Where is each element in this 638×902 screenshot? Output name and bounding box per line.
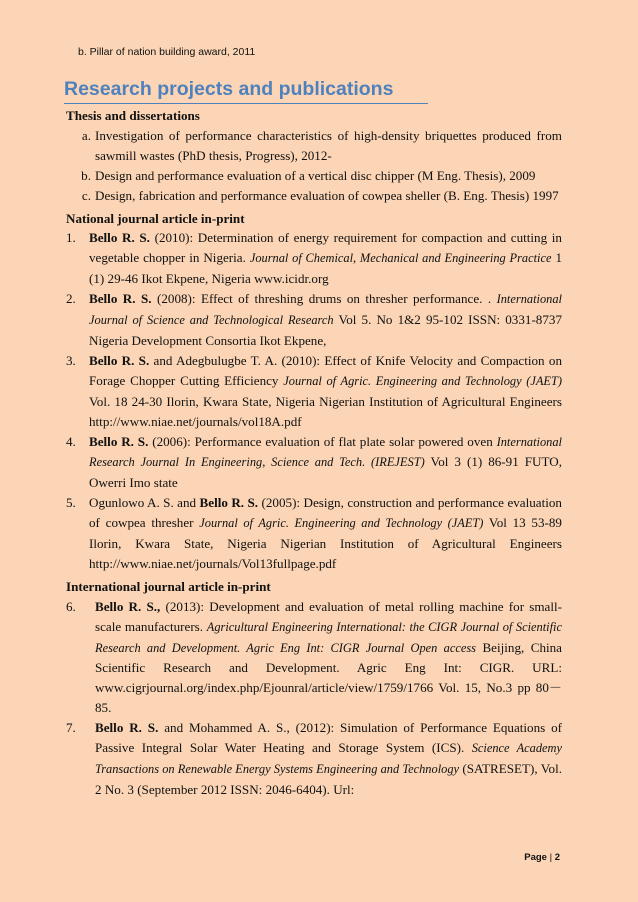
citation-details: Vol 5. No 1&2 95-102 ISSN: 0331-8737 Nigeria Development Consortia Ikot Ekpene,: [89, 312, 562, 348]
author: Bello R. S.: [199, 495, 259, 511]
author: Bello R. S.: [89, 352, 150, 368]
citation-details: Vol. 18 24-30 Ilorin, Kwara State, Nigeria Nigerian Institution of Agricultural Engineers http://www.niae.net/journals/vol18A.pdf: [89, 393, 562, 429]
citation-details: 1 (1) 29-46 Ikot Ekpene, Nigeria www.icidr.org: [89, 250, 562, 287]
item-label: c.: [81, 187, 91, 203]
journal-name: Agricultural Engineering International: the CIGR Journal of Scientific Research and Development. Agric Eng Int: CIGR Journal Open access: [95, 619, 562, 655]
item-label: b.: [81, 167, 91, 183]
citation-details: Beijing, China Scientific Research and Development. Agric Eng Int: CIGR. URL: www.cigrjournal.org/index.php/Ejounral/article/view/1759/1766 Vol. 15, No.3 pp 80－85.: [95, 639, 562, 716]
journal-name: International Journal of Science and Technological Research: [89, 292, 562, 328]
item-text: [89, 493, 562, 574]
journal-name: Journal of Agric. Engineering and Technology (JAET): [283, 373, 562, 388]
item-label: a.: [81, 127, 91, 143]
list-item: [66, 718, 562, 800]
item-text: [89, 351, 562, 432]
page-footer: [524, 852, 560, 863]
international-title: International journal article in-print: [66, 578, 271, 594]
author: Bello R. S.: [89, 230, 150, 246]
journal-name: Journal of Chemical, Mechanical and Engineering Practice: [249, 251, 552, 266]
page-word: Page: [524, 852, 547, 863]
journal-name: International Research Journal In Engineering, Science and Tech. (IREJEST): [89, 434, 562, 470]
item-label: 2.: [66, 291, 76, 307]
list-item: [66, 432, 562, 494]
item-label: 5.: [66, 495, 76, 511]
content: [66, 106, 562, 800]
item-text: [95, 597, 562, 718]
list-item: [66, 597, 562, 718]
award-line: b. Pillar of nation building award, 2011: [78, 46, 256, 58]
item-label: 1.: [66, 230, 76, 246]
item-text: Investigation of performance characteristics of high-density briquettes produced from sawmill wastes (PhD thesis, Progress), 2012-: [95, 127, 562, 163]
list-item: [66, 351, 562, 432]
page-separator: |: [546, 852, 555, 863]
national-list: [66, 228, 562, 573]
item-text: [95, 718, 562, 800]
author: Bello R. S.,: [95, 598, 161, 614]
item-label: 6.: [66, 598, 76, 614]
citation-text: and Adegbulugbe T. A. (2010): Effect of Knife Velocity and Compaction on Forage Chopper Cutting Efficiency: [89, 352, 562, 388]
thesis-title: Thesis and dissertations: [66, 108, 200, 123]
item-label: 4.: [66, 433, 76, 449]
item-text: Design and performance evaluation of a vertical disc chipper (M Eng. Thesis), 2009: [95, 167, 536, 183]
journal-name: Journal of Agric. Engineering and Technology (JAET): [199, 516, 484, 531]
author: Bello R. S.: [89, 433, 149, 449]
item-label: 7.: [66, 720, 76, 736]
citation-details: Vol 13 53-89 Ilorin, Kwara State, Nigeria Nigerian Institution of Agricultural Engineers http://www.niae.net/journals/Vol13fullpage.pdf: [89, 515, 562, 571]
citation-details: (SATRESET), Vol. 2 No. 3 (September 2012 ISSN: 2046-6404). Url:: [95, 761, 562, 797]
item-label: 3.: [66, 352, 76, 368]
coauthor: Ogunlowo A. S. and: [89, 495, 200, 511]
item-text: [89, 432, 562, 494]
list-item: [66, 289, 562, 351]
section-heading: Research projects and publications: [64, 78, 428, 104]
list-item: [66, 493, 562, 574]
national-title: National journal article in-print: [66, 210, 245, 226]
citation-text: (2013): Development and evaluation of metal rolling machine for small-scale manufacturers.: [95, 598, 562, 634]
list-item: [66, 228, 562, 289]
item-text: [89, 289, 562, 351]
list-item: [66, 186, 562, 206]
author: Bello R. S.: [89, 291, 152, 307]
list-item: [66, 126, 562, 166]
item-text: Design, fabrication and performance evaluation of cowpea sheller (B. Eng. Thesis) 1997: [95, 187, 559, 203]
international-list: [66, 597, 562, 800]
item-text: [89, 228, 562, 289]
journal-name: Science Academy Transactions on Renewable Energy Systems Engineering and Technology: [95, 741, 562, 776]
citation-text: (2010): Determination of energy requirement for compaction and cutting in vegetable chopper in Nigeria.: [89, 230, 562, 266]
author: Bello R. S.: [95, 720, 159, 736]
citation-text: (2008): Effect of threshing drums on thresher performance. .: [151, 291, 497, 307]
thesis-list: [66, 126, 562, 206]
citation-text: (2006): Performance evaluation of flat plate solar powered oven: [148, 433, 497, 449]
page-number: 2: [554, 852, 560, 863]
citation-text: (2005): Design, construction and performance evaluation of cowpea thresher: [89, 495, 562, 531]
list-item: [66, 166, 562, 186]
citation-details: Vol 3 (1) 86-91 FUTO, Owerri Imo state: [89, 454, 562, 491]
citation-text: and Mohammed A. S., (2012): Simulation of Performance Equations of Passive Integral Solar Water Heating and Storage System (ICS).: [95, 720, 562, 756]
